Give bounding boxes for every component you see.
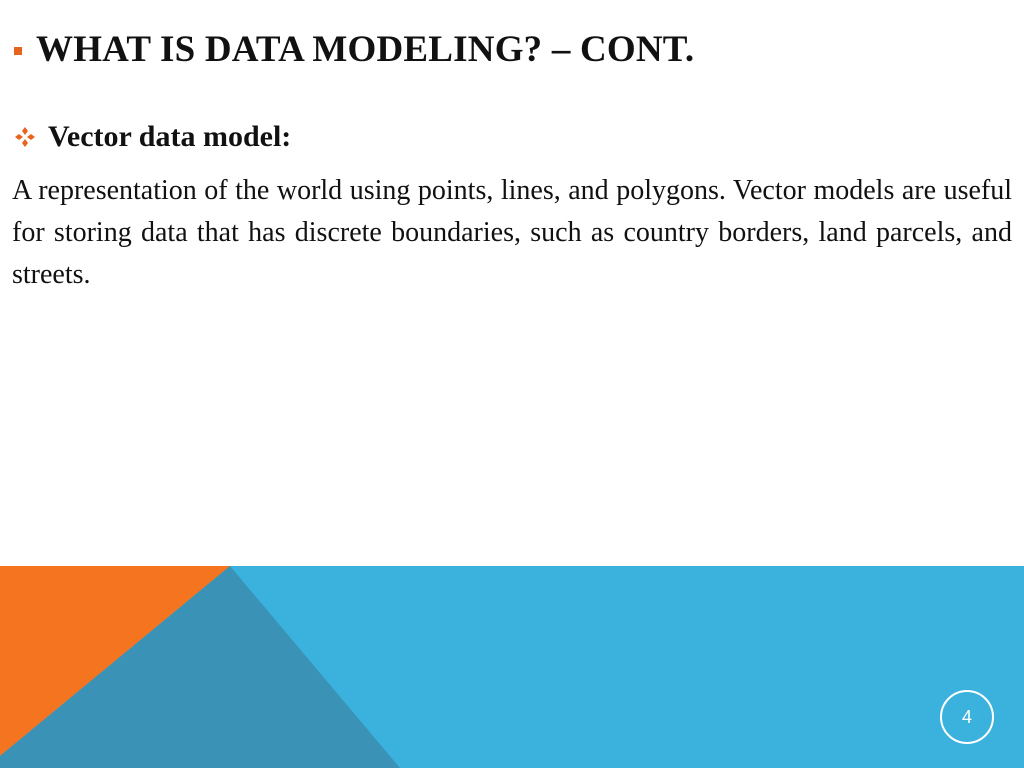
subheading: Vector data model: (48, 120, 292, 153)
page-number: 4 (961, 706, 972, 727)
footer-decoration (0, 566, 1024, 768)
square-bullet-icon (14, 47, 22, 55)
slide-title: WHAT IS DATA MODELING? – CONT. (36, 29, 695, 70)
body-paragraph: A representation of the world using points, lines, and polygons. Vector models are useful for storing data that has discrete boundaries, such as country borders, land parcels, and streets. (12, 175, 1012, 290)
subheading-row (14, 120, 291, 154)
page-number-circle (940, 690, 994, 744)
title-row (14, 28, 694, 71)
four-diamond-bullet-icon (14, 126, 36, 148)
